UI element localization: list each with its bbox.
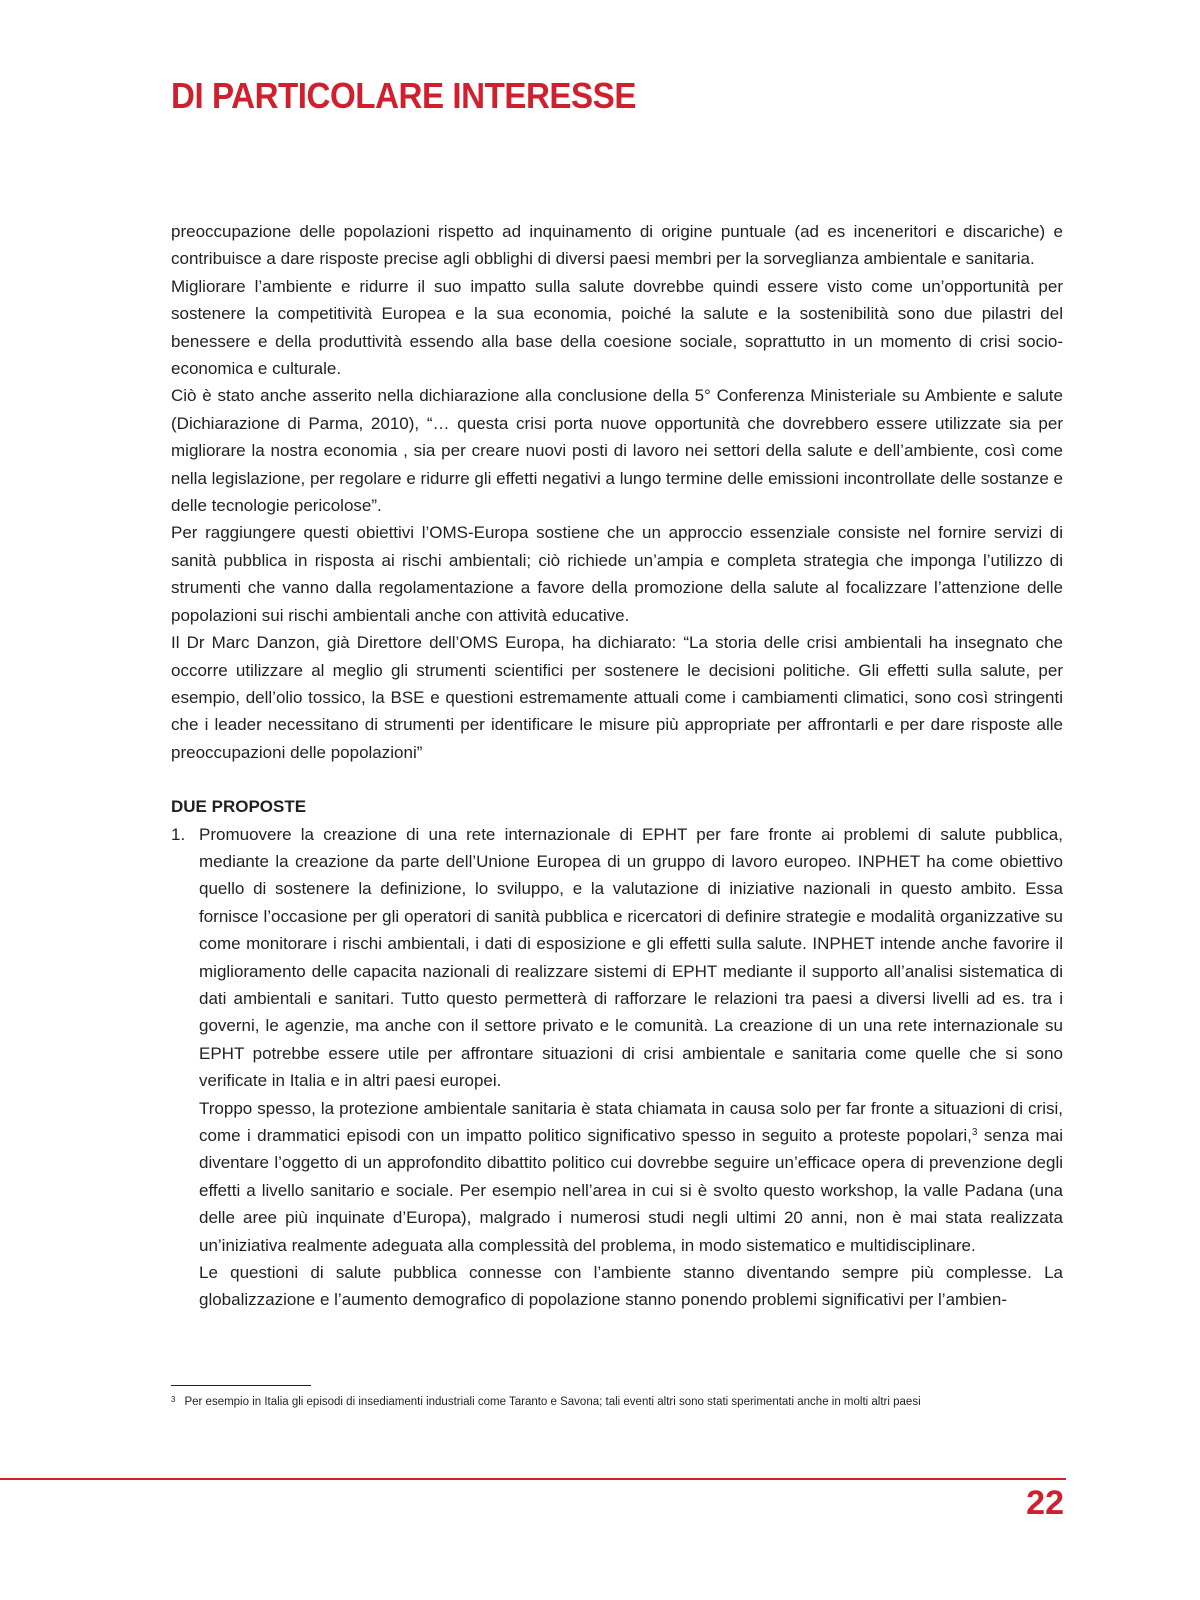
proposal-item-1 — [171, 821, 1063, 1314]
body-paragraph-4: Per raggiungere questi obiettivi l’OMS-Europa sostiene che un approccio essenziale consiste nel fornire servizi di sanità pubblica in risposta ai rischi ambientali; ciò richiede un’ampia e completa strategia che imponga l’utilizzo di strumenti che vanno dalla regolamentazione a favore della promozione della salute al focalizzare l’attenzione delle popolazioni sui rischi ambientali anche con attività educative. — [171, 523, 1063, 625]
body-paragraph-1: preoccupazione delle popolazioni rispetto ad inquinamento di origine puntuale (ad es inceneritori e discariche) e contribuisce a dare risposte precise agli obblighi di diversi paesi membri per la sorveglianza ambientale e sanitaria. — [171, 222, 1063, 269]
proposal-paragraph-2 — [199, 1095, 1063, 1259]
footnote-mark: 3 — [171, 1395, 176, 1404]
footnote-divider — [171, 1385, 311, 1386]
body-paragraph-2: Migliorare l’ambiente e ridurre il suo impatto sulla salute dovrebbe quindi essere visto come un’opportunità per sostenere la competitività Europea e la sua economia, poiché la salute e la sostenibilità sono due pilastri del benessere e della produttività essendo alla base della coesione sociale, soprattutto in un momento di crisi socio-economica e culturale. — [171, 276, 1063, 379]
proposal-paragraph-1: Promuovere la creazione di una rete internazionale di EPHT per fare fronte ai problemi di salute pubblica, mediante la creazione da parte dell’Unione Europea di un gruppo di lavoro europeo. INPHET ha come obiettivo quello di sostenere la definizione, lo sviluppo, e la valutazione di iniziative nazionali in questo ambito. Essa fornisce l’occasione per gli operatori di sanità pubblica e ricercatori di definire strategie e modalità organizzative su come monitorare i rischi ambientali, i dati di esposizione e gli effetti sulla salute. INPHET intende anche favorire il miglioramento delle capacita nazionali di realizzare sistemi di EPHT mediante il supporto all’analisi sistematica di dati ambientali e sanitari. Tutto questo permetterà di rafforzare le relazioni tra paesi a diversi livelli ad es. tra i governi, le agenzie, ma anche con il settore privato e le comunità. La creazione di un una rete internazionale su EPHT potrebbe essere utile per affrontare situazioni di crisi ambientale e sanitaria come quelle che si sono verificate in Italia e in altri paesi europei. — [199, 824, 1063, 1091]
page-title: DI PARTICOLARE INTERESSE — [171, 75, 636, 116]
footnote-reference[interactable]: 3 — [971, 1127, 978, 1138]
proposal-paragraph-3: Le questioni di salute pubblica connesse con l’ambiente stanno diventando sempre più complesse. La globalizzazione e l’aumento demografico di popolazione stanno ponendo problemi significativi per l’ambien- — [199, 1263, 1063, 1310]
footnote-text: Per esempio in Italia gli episodi di insediamenti industriali come Taranto e Savona; tali eventi altri sono stati sperimentati anche in molti altri paesi — [184, 1396, 921, 1408]
footer-divider — [0, 1478, 1066, 1480]
main-body — [171, 218, 1063, 1314]
footnote — [171, 1392, 1063, 1410]
proposal-paragraph-2-text: Troppo spesso, la protezione ambientale sanitaria è stata chiamata in causa solo per far fronte a situazioni di crisi, come i drammatici episodi con un impatto politico significativo spesso in seguito a proteste popolari, — [199, 1098, 1063, 1145]
proposal-list — [171, 821, 1063, 1314]
body-paragraph-5: Il Dr Marc Danzon, già Direttore dell’OMS Europa, ha dichiarato: “La storia delle crisi ambientali ha insegnato che occorre utilizzare al meglio gli strumenti scientifici per sostenere le decisioni politiche. Gli effetti sulla salute, per esempio, dell’olio tossico, la BSE e questioni estremamente attuali come i cambiamenti climatici, sono così stringenti che i leader necessitano di strumenti per identificare le misure più appropriate per affrontarli e per dare risposte alle preoccupazioni delle popolazioni” — [171, 633, 1063, 762]
proposal-paragraph-2-continued: senza mai diventare l’oggetto di un approfondito dibattito politico cui dovrebbe seguire un’efficace opera di prevenzione degli effetti a livello sanitario e sociale. Per esempio nell’area in cui si è svolto questo workshop, la valle Padana (una delle aree più inquinate d’Europa), malgrado i numerosi studi negli ultimi 20 anni, non è mai stata realizzata un’iniziativa realmente adeguata alla complessità del problema, in modo sistematico e multidisciplinare. — [199, 1126, 1063, 1255]
proposal-number: 1. — [171, 824, 186, 844]
page-number: 22 — [1026, 1484, 1064, 1522]
body-paragraph-3: Ciò è stato anche asserito nella dichiarazione alla conclusione della 5° Conferenza Ministeriale su Ambiente e salute (Dichiarazione di Parma, 2010), “… questa crisi porta nuove opportunità che dovrebbero essere utilizzate sia per migliorare la nostra economia , sia per creare nuovi posti di lavoro nei settori della salute e dell’ambiente, così come nella legislazione, per regolare e ridurre gli effetti negativi a lungo termine delle emissioni incontrollate delle sostanze e delle tecnologie pericolose”. — [171, 386, 1063, 516]
section-title: DUE PROPOSTE — [171, 797, 307, 817]
